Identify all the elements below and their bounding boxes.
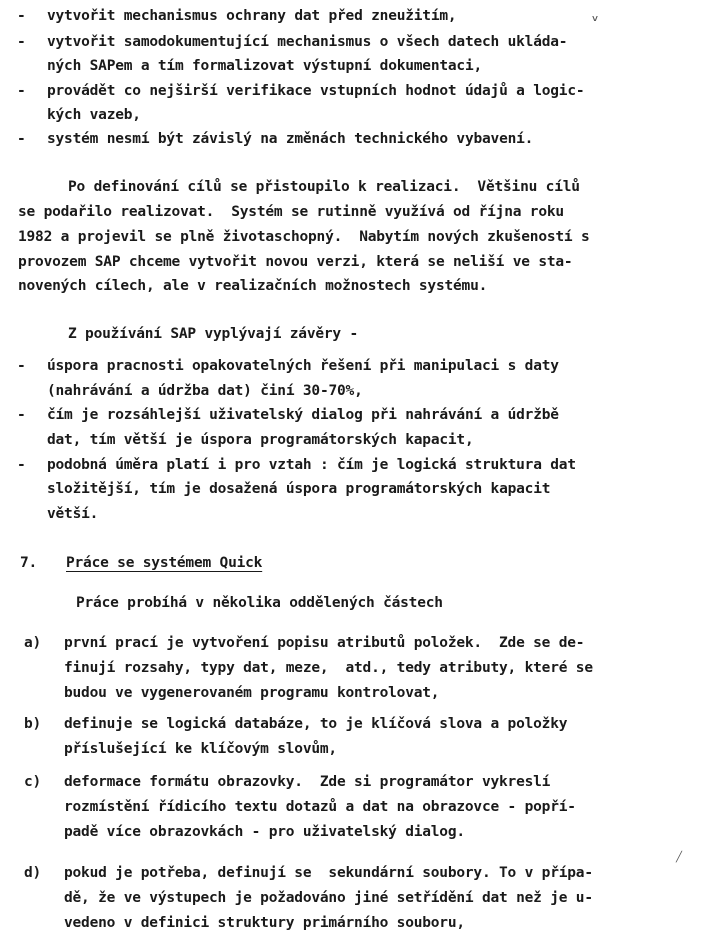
paragraph-line: se podařilo realizovat. Systém se rutinně využívá od října roku xyxy=(18,204,564,220)
conclusions-intro: Z používání SAP vyplývají závěry - xyxy=(68,326,359,342)
step-letter: b) xyxy=(24,716,42,732)
step-letter: d) xyxy=(24,865,42,881)
section-title: Práce se systémem Quick xyxy=(66,555,263,571)
list-item-line: větší. xyxy=(47,506,99,522)
list-item-line: úspora pracnosti opakovatelných řešení při manipulaci s daty xyxy=(47,358,559,374)
step-line: pokud je potřeba, definují se sekundární soubory. To v přípa- xyxy=(64,865,593,881)
paragraph-line: provozem SAP chceme vytvořit novou verzi, která se neliší ve sta- xyxy=(18,254,573,270)
list-item-line: ných SAPem a tím formalizovat výstupní dokumentaci, xyxy=(47,58,483,74)
step-line: rozmístění řídicího textu dotazů a dat na obrazovce - popří- xyxy=(64,799,576,815)
paragraph-line: novených cílech, ale v realizačních možnostech systému. xyxy=(18,278,488,294)
section-number: 7. xyxy=(20,555,38,571)
scan-mark: ╱ xyxy=(676,852,682,863)
step-letter: a) xyxy=(24,635,42,651)
list-item-line: dat, tím větší je úspora programátorských kapacit, xyxy=(47,432,474,448)
list-bullet: - xyxy=(17,457,26,473)
step-line: vedeno v definici struktury primárního souboru, xyxy=(64,915,465,931)
list-item-line: provádět co nejširší verifikace vstupních hodnot údajů a logic- xyxy=(47,83,585,99)
step-line: definuje se logická databáze, to je klíčová slova a položky xyxy=(64,716,568,732)
list-item-line: systém nesmí být závislý na změnách technického vybavení. xyxy=(47,131,534,147)
list-item-line: vytvořit samodokumentující mechanismus o všech datech ukláda- xyxy=(47,34,568,50)
step-letter: c) xyxy=(24,774,42,790)
list-bullet: - xyxy=(17,34,26,50)
list-bullet: - xyxy=(17,8,26,24)
list-item-line: kých vazeb, xyxy=(47,107,141,123)
list-item-line: složitější, tím je dosažená úspora programátorských kapacit xyxy=(47,481,551,497)
step-line: budou ve vygenerovaném programu kontrolovat, xyxy=(64,685,440,701)
list-item-line: (nahrávání a údržba dat) činí 30-70%, xyxy=(47,383,363,399)
list-bullet: - xyxy=(17,131,26,147)
scan-mark: ˅ xyxy=(592,14,598,25)
step-line: dě, že ve výstupech je požadováno jiné setřídění dat než je u- xyxy=(64,890,593,906)
step-line: deformace formátu obrazovky. Zde si programátor vykreslí xyxy=(64,774,551,790)
list-bullet: - xyxy=(17,83,26,99)
step-line: padě více obrazovkách - pro uživatelský dialog. xyxy=(64,824,465,840)
list-item-line: vytvořit mechanismus ochrany dat před zneužitím, xyxy=(47,8,457,24)
paragraph-line: 1982 a projevil se plně životaschopný. Nabytím nových zkušeností s xyxy=(18,229,590,245)
list-bullet: - xyxy=(17,407,26,423)
paragraph-line: Po definování cílů se přistoupilo k realizaci. Většinu cílů xyxy=(68,179,580,195)
step-line: první prací je vytvoření popisu atributů položek. Zde se de- xyxy=(64,635,585,651)
step-line: finují rozsahy, typy dat, meze, atd., tedy atributy, které se xyxy=(64,660,593,676)
list-item-line: podobná úměra platí i pro vztah : čím je logická struktura dat xyxy=(47,457,576,473)
section-intro: Práce probíhá v několika oddělených částech xyxy=(76,595,443,611)
step-line: příslušející ke klíčovým slovům, xyxy=(64,741,337,757)
list-bullet: - xyxy=(17,358,26,374)
list-item-line: čím je rozsáhlejší uživatelský dialog při nahrávání a údržbě xyxy=(47,407,559,423)
